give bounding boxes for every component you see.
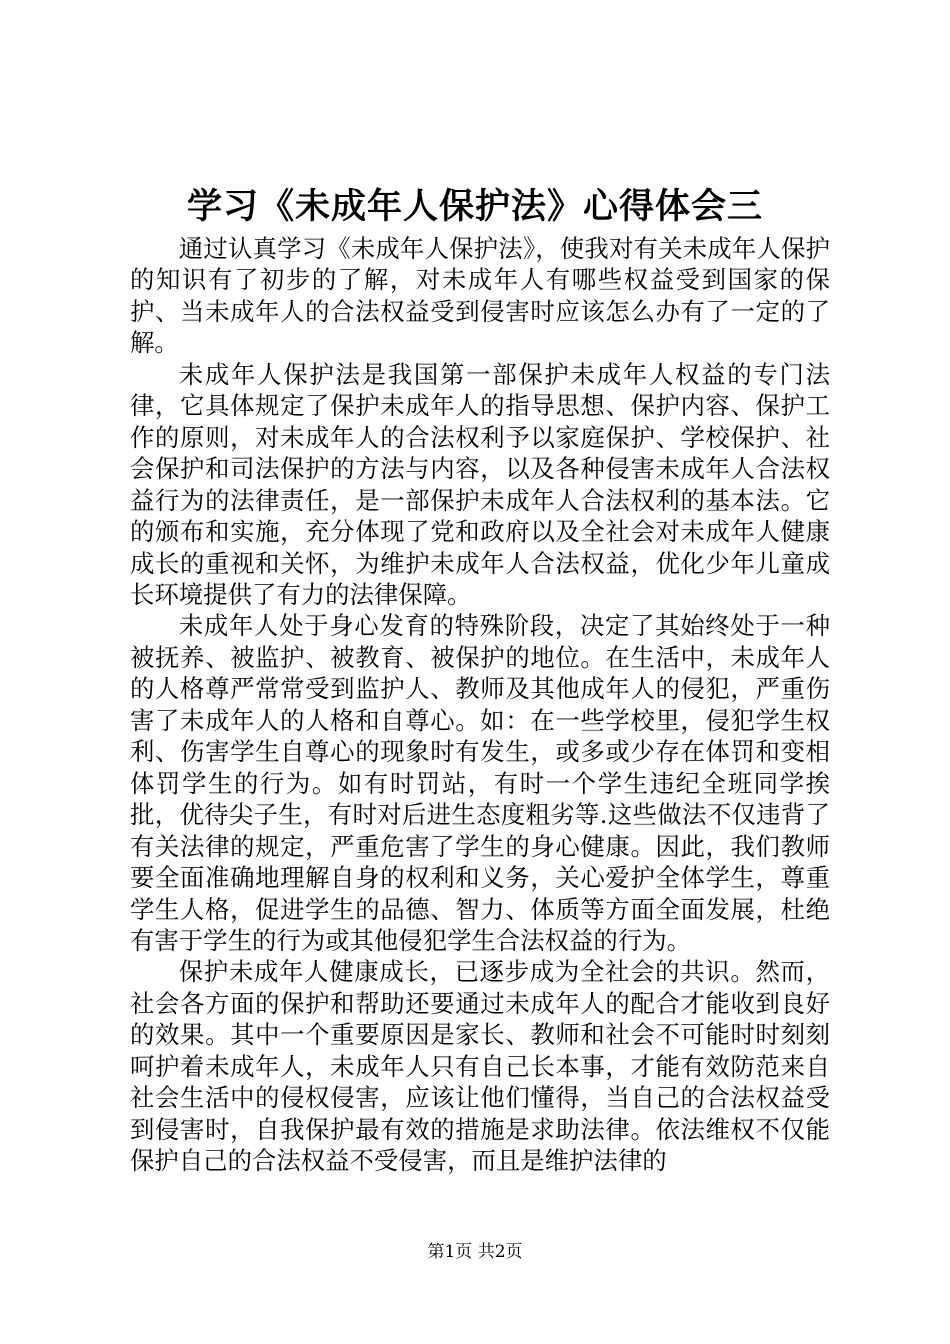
page-number-footer: 第1页 共2页: [427, 1242, 523, 1262]
document-title: 学习《未成年人保护法》心得体会三: [186, 186, 763, 227]
paragraph-4: 保护未成年人健康成长，已逐步成为全社会的共识。然而，社会各方面的保护和帮助还要通过未成年人的配合才能收到良好的效果。其中一个重要原因是家长、教师和社会不可能时时刻刻呵护着未成年人，未成年人只有自己长本事，才能有效防范来自社会生活中的侵权侵害，应该让他们懂得，当自己的合法权益受到侵害时，自我保护最有效的措施是求助法律。依法维权不仅能保护自己的合法权益不受侵害，而且是维护法律的: [130, 957, 830, 1176]
paragraph-3: 未成年人处于身心发育的特殊阶段，决定了其始终处于一种被抚养、被监护、被教育、被保护的地位。在生活中，未成年人的人格尊严常常受到监护人、教师及其他成年人的侵犯，严重伤害了未成年人的人格和自尊心。如：在一些学校里，侵犯学生权利、伤害学生自尊心的现象时有发生，或多或少存在体罚和变相体罚学生的行为。如有时罚站，有时一个学生违纪全班同学挨批，优待尖子生，有时对后进生态度粗劣等.这些做法不仅违背了有关法律的规定，严重危害了学生的身心健康。因此，我们教师要全面准确地理解自身的权利和义务，关心爱护全体学生，尊重学生人格，促进学生的品德、智力、体质等方面全面发展，杜绝有害于学生的行为或其他侵犯学生合法权益的行为。: [130, 611, 830, 955]
paragraph-2: 未成年人保护法是我国第一部保护未成年人权益的专门法律，它具体规定了保护未成年人的指导思想、保护内容、保护工作的原则，对未成年人的合法权利予以家庭保护、学校保护、社会保护和司法保护的方法与内容，以及各种侵害未成年人合法权益行为的法律责任，是一部保护未成年人合法权利的基本法。它的颁布和实施，充分体现了党和政府以及全社会对未成年人健康成长的重视和关怀，为维护未成年人合法权益，优化少年儿童成长环境提供了有力的法律保障。: [130, 359, 830, 609]
document-body: [130, 233, 830, 1177]
paragraph-1: 通过认真学习《未成年人保护法》，使我对有关未成年人保护的知识有了初步的了解，对未成年人有哪些权益受到国家的保护、当未成年人的合法权益受到侵害时应该怎么办有了一定的了解。: [130, 234, 830, 358]
